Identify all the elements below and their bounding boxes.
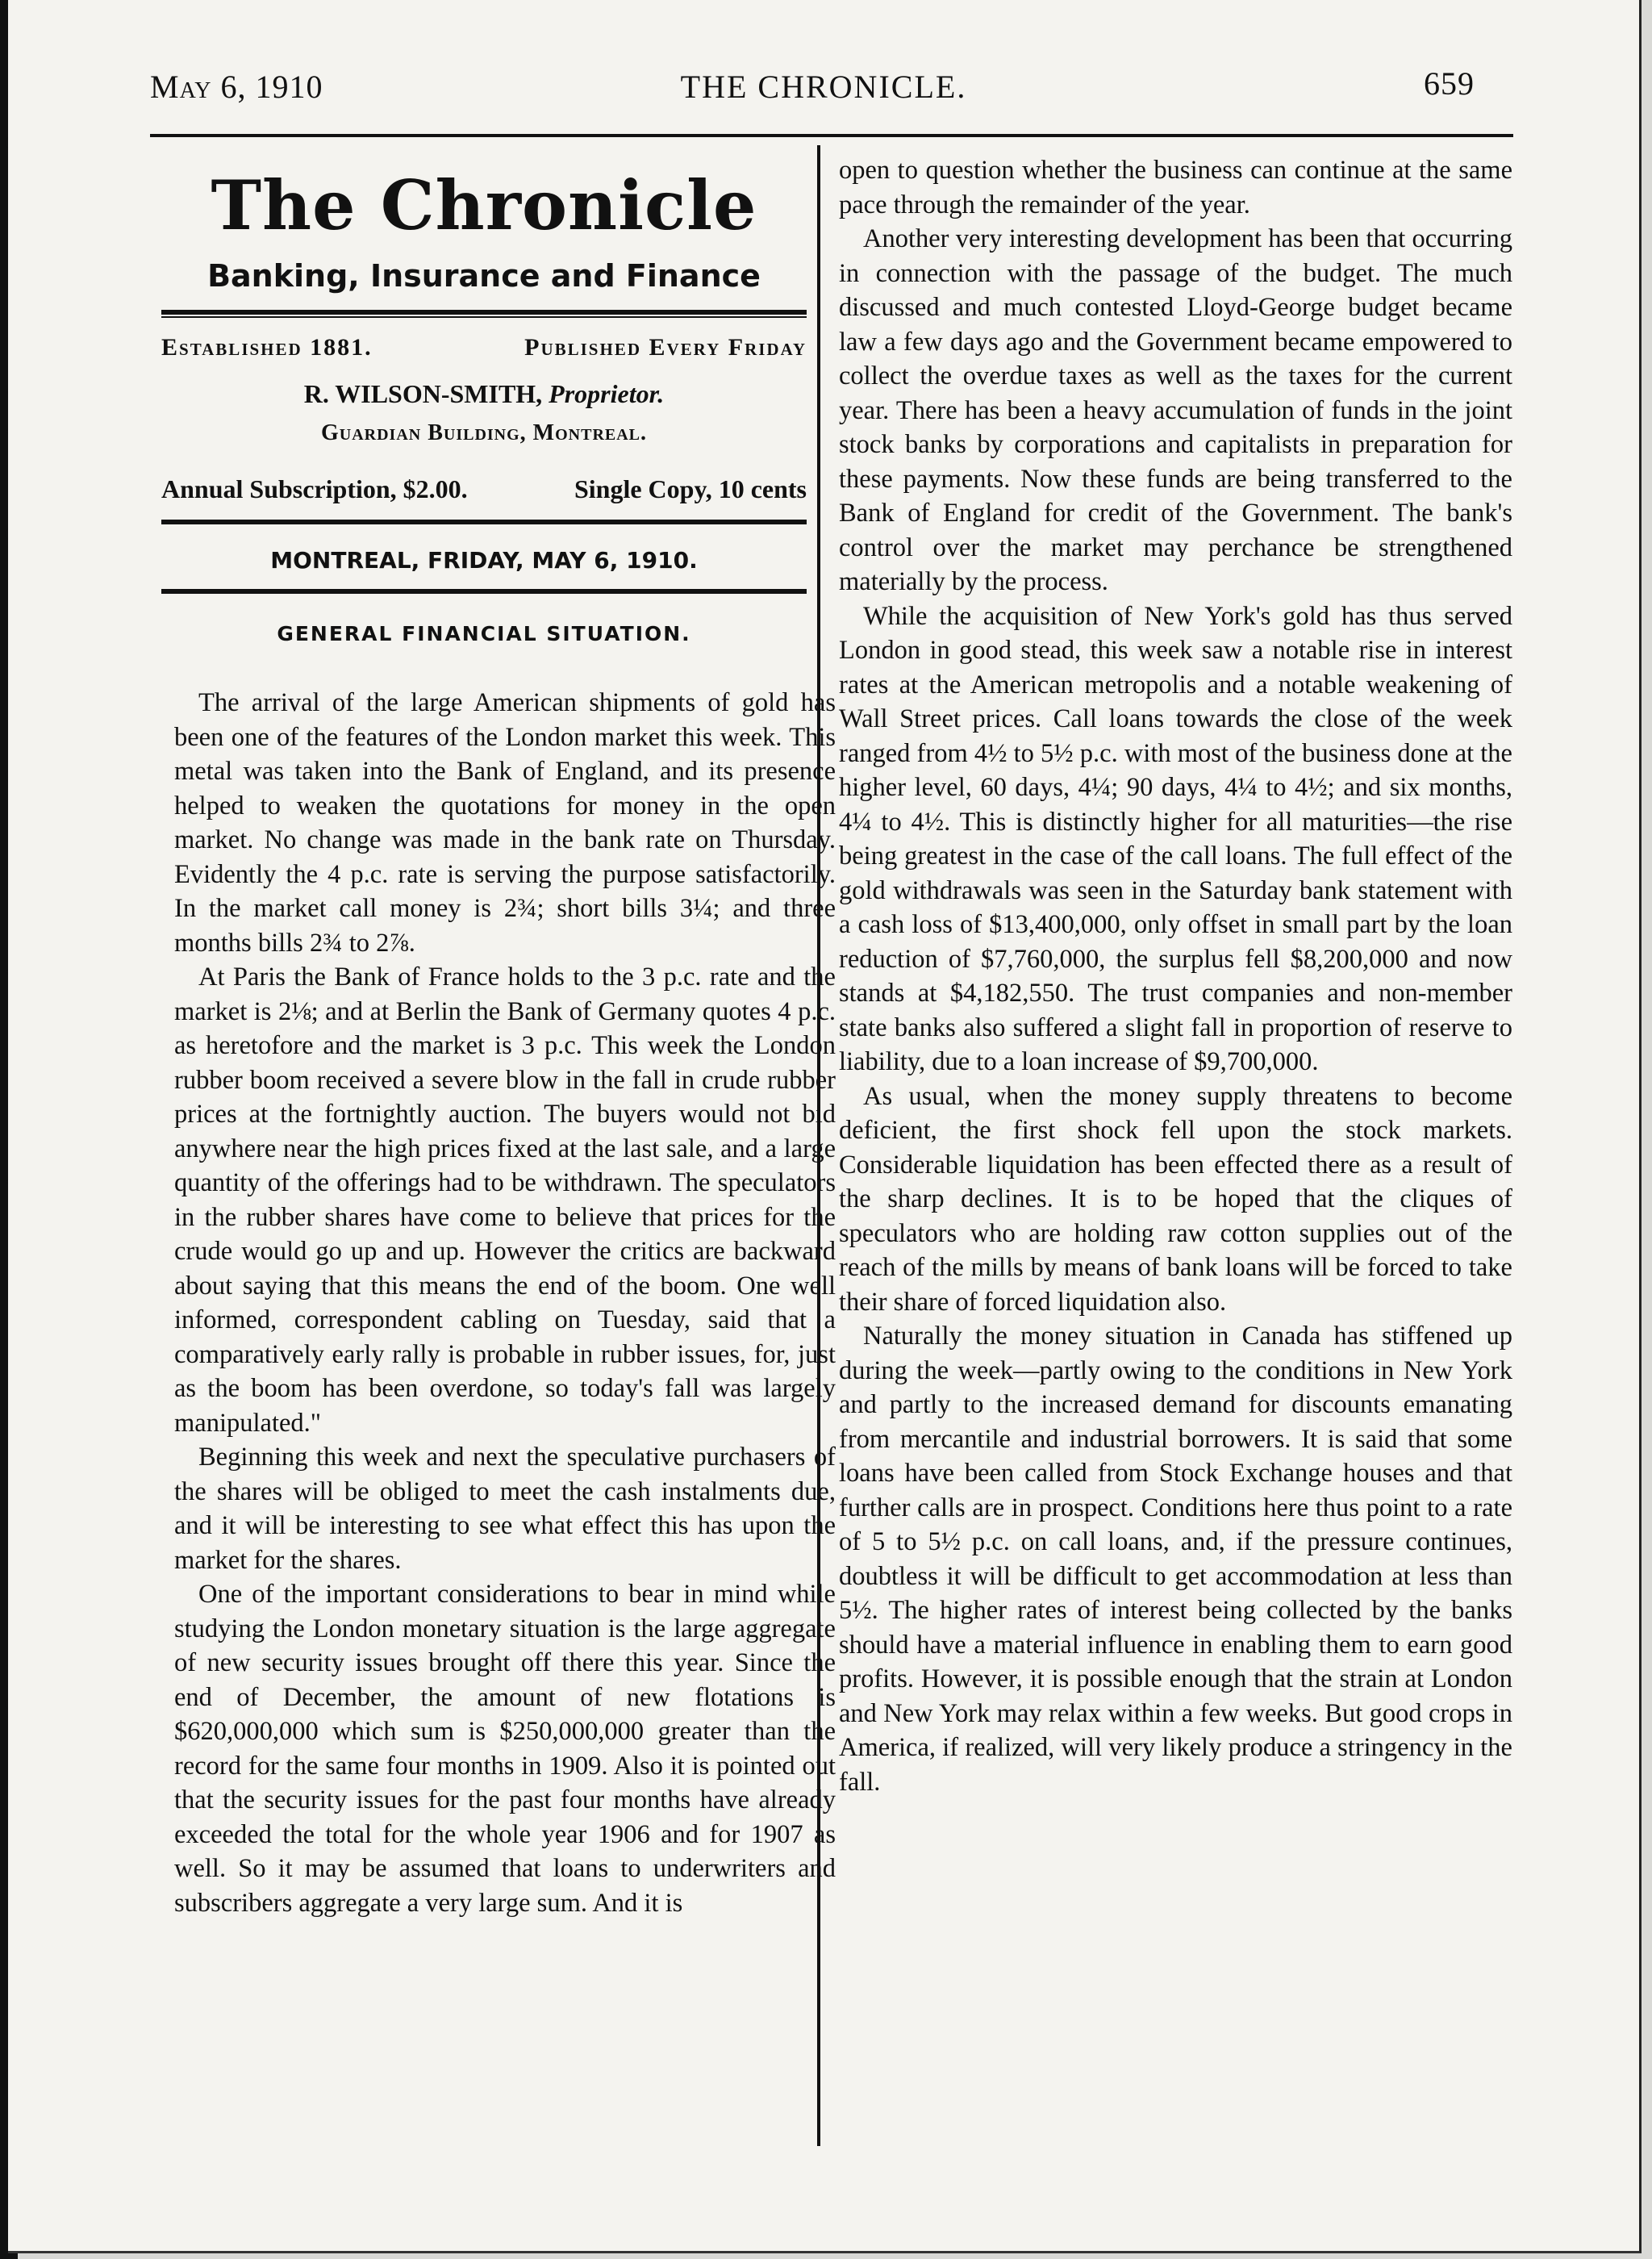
dateline: MONTREAL, FRIDAY, MAY 6, 1910.: [270, 547, 698, 574]
article-paragraph: As usual, when the money supply threatens to become deficient, the first shock fell upon the stock markets. Considerable liquidation has been effected there as a result of the sharp declines. It is to be hoped that the cliques of speculators who are holding raw cotton supplies out of the reach of the mills by means of bank loans will be forced to take their share of forced liquidation also.: [839, 1081, 1512, 1317]
article-paragraph: Naturally the money situation in Canada has stiffened up during the week—partly owing to the conditions in New York and partly to the increased demand for discounts emanating from mercantile and industrial borrowers. It is said that some loans have been called from Stock Exchange houses and that further calls are in prospect. Conditions here thus point to a rate of 5 to 5½ p.c. on call loans, and, if the pressure continues, doubtless it will be difficult to get accommodation at less than 5½. The higher rates of interest being collected by the banks should have a material influence in enabling them to earn good profits. However, it is possible enough that the strain at London and New York may relax within a few weeks. But good crops in America, if realized, will very likely produce a stringency in the fall.: [839, 1322, 1512, 1797]
proprietor-role: Proprietor.: [549, 379, 665, 408]
running-head-title: THE CHRONICLE.: [680, 69, 967, 105]
right-column-text: [839, 153, 1512, 1799]
article-paragraph: Another very interesting development has been that occurring in connection with the passage of the budget. The much discussed and much contested Lloyd-George budget became law a few days ago and the Government became empowered to collect the overdue taxes as well as the taxes for the current year. There has been a heavy accumulation of funds in the joint stock banks by corporations and capitalists in preparation for these payments. Now these funds are being transferred to the Bank of England for credit of the Government. The bank's control over the market may perchance be strengthened materially by the process.: [839, 224, 1512, 596]
page-number: 659: [1424, 65, 1475, 102]
article-paragraph: At Paris the Bank of France holds to the 3 p.c. rate and the market is 2⅛; and at Berlin the Bank of Germany quotes 4 p.c. as heretofore and the market is 3 p.c. This week the London rubber boom received a severe blow in the fall in crude rubber prices at the fortnightly auction. The buyers would not bid anywhere near the high prices fixed at the last sale, and a large quantity of the offerings had to be withdrawn. The speculators in the rubber shares have come to believe that prices for the crude would go up and up. However the critics are backward about saying that this means the end of the boom. One well informed, correspondent cabling on Tuesday, said that a comparatively early rally is probable in rubber issues, for, just as the boom has been overdone, so today's fall was largely manipulated.": [174, 962, 836, 1438]
masthead-rule: [161, 310, 807, 315]
article-paragraph-continuation: open to question whether the business can continue at the same pace through the remainder of the year.: [839, 156, 1512, 219]
header-rule: [150, 134, 1513, 137]
masthead: [161, 161, 807, 657]
article-paragraph: Beginning this week and next the speculative purchasers of the shares will be obliged to meet the cash instalments due, and it will be interesting to see what effect this has upon the market for the shares.: [174, 1443, 836, 1575]
masthead-info-row: [161, 328, 807, 368]
left-column-text: [174, 686, 836, 1920]
masthead-rule-thin: [161, 316, 807, 318]
established-text: Established 1881.: [161, 334, 373, 361]
article-paragraph: While the acquisition of New York's gold has thus served London in good stead, this week saw a notable rise in interest rates at the American metropolis and a notable weakening of Wall Street prices. Call loans towards the close of the week ranged from 4½ to 5½ p.c. with most of the business done at the higher level, 60 days, 4¼; 90 days, 4¼ to 4½; and six months, 4¼ to 4½. This is distinctly higher for all maturities—the rise being greatest in the case of the call loans. The full effect of the gold withdrawals was seen in the Saturday bank statement with a cash loss of $13,400,000, only offset in small part by the loan reduction of $7,760,000, the surplus fell $8,200,000 and now stands at $4,182,550. The trust companies and non-member state banks also suffered a slight fall in proportion of reserve to liability, due to a loan increase of $9,700,000.: [839, 601, 1512, 1076]
subscription-row: [161, 466, 807, 512]
published-text: Published Every Friday: [524, 334, 807, 361]
article-heading: GENERAL FINANCIAL SITUATION.: [277, 622, 691, 645]
dateline-rule-top: [161, 520, 807, 524]
masthead-address: Guardian Building, Montreal.: [320, 420, 648, 445]
masthead-title: The Chronicle: [211, 165, 757, 245]
running-head-date: May 6, 1910: [150, 69, 323, 105]
dateline-rule-bottom: [161, 589, 807, 594]
annual-subscription: Annual Subscription, $2.00.: [161, 474, 468, 503]
masthead-subtitle: Banking, Insurance and Finance: [207, 258, 761, 294]
proprietor-line: [161, 373, 807, 415]
proprietor-name: R. WILSON-SMITH,: [303, 379, 543, 408]
article-paragraph: One of the important considerations to bear in mind while studying the London monetary situation is the large aggregate of new security issues brought off there this year. Since the end of December, the amount of new flotations is $620,000,000 which sum is $250,000,000 greater than the record for the same four months in 1909. Also it is pointed out that the security issues for the past four months have already exceeded the total for the whole year 1906 and for 1907 as well. So it may be assumed that loans to underwriters and subscribers aggregate a very large sum. And it is: [174, 1580, 836, 1918]
single-copy-price: Single Copy, 10 cents: [574, 474, 807, 503]
newspaper-page: [8, 0, 1642, 2253]
article-paragraph: The arrival of the large American shipments of gold has been one of the features of the London market this week. This metal was taken into the Bank of England, and its presence helped to weaken the quotations for money in the open market. No change was made in the bank rate on Thursday. Evidently the 4 p.c. rate is serving the purpose satisfactorily. In the market call money is 2¾; short bills 3¼; and three months bills 2¾ to 2⅞.: [174, 688, 836, 958]
